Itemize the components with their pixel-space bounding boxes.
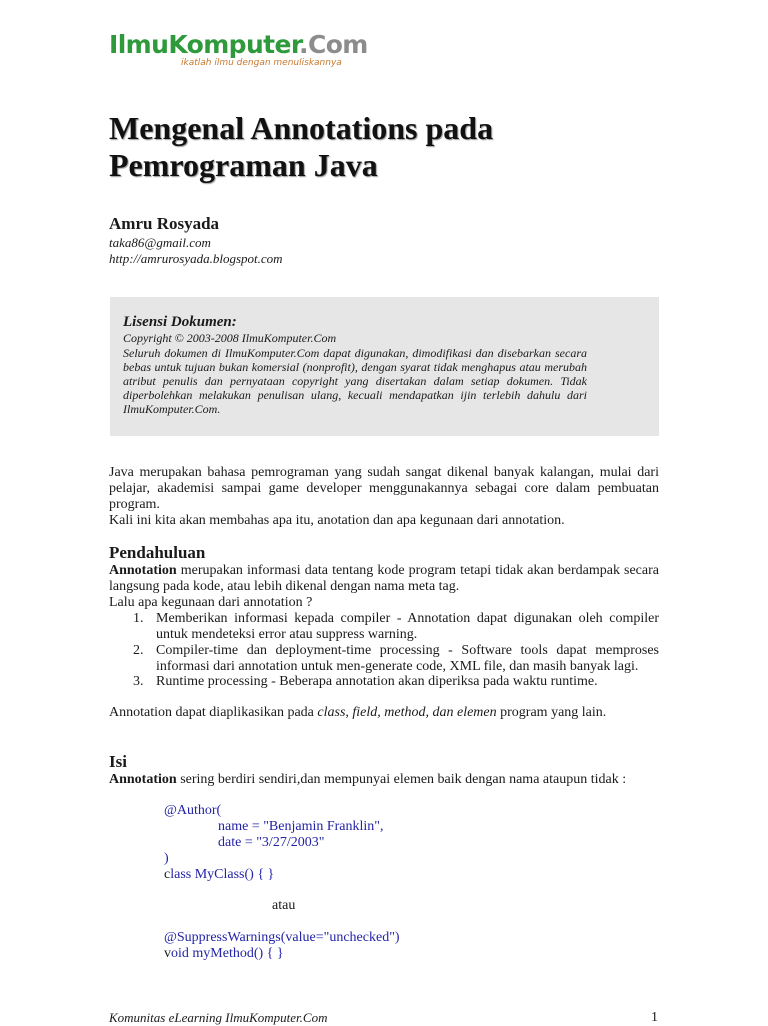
author-email: taka86@gmail.com bbox=[109, 235, 211, 250]
footer-text: Komunitas eLearning IlmuKomputer.Com bbox=[109, 1010, 328, 1025]
list-item-number: 3. bbox=[133, 674, 144, 689]
code-line: date = "3/27/2003" bbox=[218, 835, 325, 850]
document-title: Mengenal Annotations pada Pemrograman Java bbox=[109, 110, 494, 183]
list-item: Runtime processing - Beberapa annotation akan diperiksa pada waktu runtime. bbox=[156, 674, 598, 689]
annotation-definition bbox=[109, 563, 659, 595]
usage-question: Lalu apa kegunaan dari annotation ? bbox=[109, 595, 313, 610]
section-heading-isi: Isi bbox=[109, 752, 127, 771]
list-item: Memberikan informasi kepada compiler - Annotation dapat digunakan oleh compiler untuk mendeteksi error atau suppress warning. bbox=[156, 611, 659, 642]
list-item: Compiler-time dan deployment-time processing - Software tools dapat memproses informasi dari annotation untuk men-generate code, XML file, dan masih banyak lagi. bbox=[156, 643, 659, 674]
annotation-term: Annotation bbox=[109, 563, 177, 578]
apply-targets: class, field, method, dan elemen bbox=[317, 705, 497, 720]
list-item-number: 1. bbox=[133, 611, 144, 626]
site-logo bbox=[109, 30, 368, 68]
license-title: Lisensi Dokumen: bbox=[123, 314, 237, 330]
apply-paragraph: Annotation dapat diaplikasikan pada class, field, method, dan elemen program yang lain. bbox=[109, 705, 607, 720]
annotation-term: Annotation bbox=[109, 772, 177, 787]
isi-paragraph: Annotation sering berdiri sendiri,dan mempunyai elemen baik dengan nama ataupun tidak : bbox=[109, 772, 627, 787]
author-name: Amru Rosyada bbox=[109, 214, 220, 233]
or-separator: atau bbox=[272, 898, 296, 913]
page-number: 1 bbox=[651, 1010, 658, 1025]
code-line: @SuppressWarnings(value="unchecked") bbox=[164, 930, 400, 945]
code-line: ) bbox=[164, 851, 169, 866]
logo-tagline: ikatlah ilmu dengan menuliskannya bbox=[181, 58, 342, 68]
author-blog: http://amrurosyada.blogspot.com bbox=[109, 251, 283, 266]
code-line: @Author( bbox=[164, 803, 222, 818]
definition-text: merupakan informasi data tentang kode program tetapi tidak akan berdampak secara langsung pada kode, atau lebih dikenal dengan nama meta tag. bbox=[109, 563, 659, 594]
logo-wordmark: IlmuKomputer.Com bbox=[109, 30, 368, 59]
license-body: Seluruh dokumen di IlmuKomputer.Com dapat digunakan, dimodifikasi dan disebarkan secara bebas untuk tujuan bukan komersial (nonprofit), dengan syarat tidak menghapus atau merubah atribut penulis dan pernyataan copyright yang disertakan dalam setiap dokumen. Tidak diperbolehkan melakukan penulisan ulang, kecuali mendapatkan ijin terlebih dahulu dari IlmuKomputer.Com. bbox=[123, 346, 587, 416]
code-line: name = "Benjamin Franklin", bbox=[218, 819, 384, 834]
section-heading-pendahuluan: Pendahuluan bbox=[109, 543, 206, 562]
code-line: void myMethod() { } bbox=[164, 946, 284, 961]
license-box bbox=[110, 297, 659, 436]
intro-paragraph: Java merupakan bahasa pemrograman yang sudah sangat dikenal banyak kalangan, mulai dari pelajar, akademisi sampai game developer menggunakannya sebagai core dalam pembuatan program. bbox=[109, 465, 659, 512]
list-item-number: 2. bbox=[133, 643, 144, 658]
intro-paragraph-2: Kali ini kita akan membahas apa itu, anotation dan apa kegunaan dari annotation. bbox=[109, 513, 565, 528]
code-line: class MyClass() { } bbox=[164, 867, 275, 882]
license-copyright: Copyright © 2003-2008 IlmuKomputer.Com bbox=[123, 331, 337, 345]
